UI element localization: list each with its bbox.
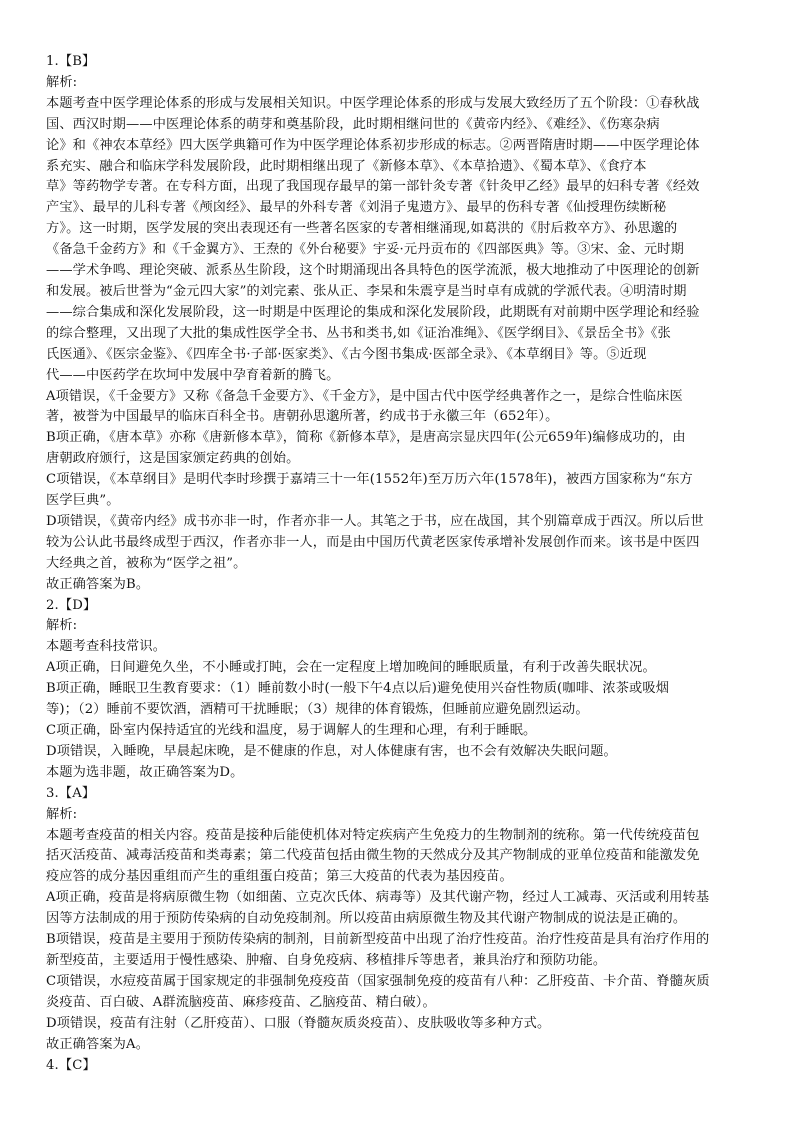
text-line: 唐朝政府颁行，这是国家颁定药典的创始。: [46, 451, 300, 467]
text-line: A项正确，日间避免久坐，不小睡或打盹，会在一定程度上增加晚间的睡眠质量，有利于改善失眠状况。: [46, 660, 656, 676]
text-line: 括灭活疫苗、减毒活疫苗和类毒素；第二代疫苗包括由微生物的天然成分及其产物制成的亚单位疫苗和能激发免: [46, 848, 700, 864]
text-line: 4.【C】: [46, 1057, 96, 1073]
text-line: 的综合整理，又出现了大批的集成性医学全书、丛书和类书,如《证治准绳》、《医学纲目》、《景岳全书》《张: [46, 325, 671, 341]
text-line: 大经典之首，被称为“医学之祖”。: [46, 555, 247, 571]
text-line: 故正确答案为B。: [46, 576, 150, 592]
text-line: A项错误，《千金要方》又称《备急千金要方》、《千金方》，是中国古代中医学经典著作之一，是综合性临床医: [46, 388, 683, 404]
text-line: 系充实、融合和临床学科发展阶段，此时期相继出现了《新修本草》、《本草拾遗》、《蜀本草》、《食疗本: [46, 158, 647, 174]
text-line: 解析:: [46, 618, 78, 634]
text-line: 故正确答案为A。: [46, 1036, 150, 1052]
text-line: 较为公认此书最终成型于西汉，作者亦非一人，而是由中国历代黄老医家传承增补发展创作而来。该书是中医四: [46, 534, 700, 550]
text-line: 等)；（2）睡前不要饮酒，酒精可干扰睡眠；（3）规律的体育锻炼，但睡前应避免剧烈运动。: [46, 702, 589, 718]
text-line: C项正确，卧室内保持适宜的光线和温度，易于调解人的生理和心理，有利于睡眠。: [46, 723, 537, 738]
text-line: 本题考查科技常识。: [46, 639, 167, 655]
text-line: 产宝》、最早的儿科专著《颅囟经》、最早的外科专著《刘涓子鬼遗方》、最早的伤科专著《仙授理伤续断秘: [46, 200, 667, 216]
text-line: 论》和《神农本草经》四大医学典籍可作为中医学理论体系初步形成的标志。②两晋隋唐时期——中医学理论体: [46, 137, 700, 153]
text-line: B项正确，睡眠卫生教育要求：（1）睡前数小时(一般下午4点以后)避免使用兴奋性物质(咖啡、浓茶或吸烟: [46, 681, 670, 697]
text-line: 新型疫苗，主要适用于慢性感染、肿瘤、自身免疫病、移植排斥等患者，兼具治疗和预防功能。: [46, 952, 607, 968]
text-line: 著，被誉为中国最早的临床百科全书。唐朝孙思邈所著，约成书于永徽三年（652年）。: [46, 409, 559, 425]
text-line: 本题考查疫苗的相关内容。疫苗是接种后能使机体对特定疾病产生免疫力的生物制剂的统称。第一代传统疫苗包: [46, 827, 700, 843]
text-line: 3.【A】: [46, 785, 96, 801]
text-line: 方》。这一时期，医学发展的突出表现还有一些著名医家的专著相继涌现,如葛洪的《肘后救卒方》、孙思邈的: [46, 221, 678, 237]
text-line: D项错误，疫苗有注射（乙肝疫苗）、口服（脊髓灰质炎疫苗）、皮肤吸收等多种方式。: [46, 1015, 551, 1031]
text-line: ——综合集成和深化发展阶段，这一时期是中医理论的集成和深化发展阶段，此期既有对前期中医学理论和经验: [46, 304, 700, 320]
text-line: 代——中医药学在坎坷中发展中孕育着新的腾飞。: [46, 367, 340, 383]
text-line: D项错误，入睡晚，早晨起床晚，是不健康的作息，对人体健康有害，也不会有效解决失眠问题。: [46, 743, 617, 759]
text-line: 《备急千金药方》和《千金翼方》、王焘的《外台秘要》宇妥·元丹贡布的《四部医典》等。③宋、金、元时期: [46, 242, 684, 258]
text-line: 和发展。被后世誉为“金元四大家”的刘完素、张从正、李杲和朱震亨是当时卓有成就的学派代表。④明清时期: [46, 283, 687, 299]
text-line: C项错误，《本草纲目》是明代李时珍撰于嘉靖三十一年(1552年)至万历六年(1578年)，被西方国家称为“东方: [46, 472, 693, 488]
text-line: D项错误，《黄帝内经》成书亦非一时，作者亦非一人。其笔之于书，应在战国，其个别篇章成于西汉。所以后世: [46, 513, 704, 529]
text-line: B项错误，疫苗是主要用于预防传染病的制剂，目前新型疫苗中出现了治疗性疫苗。治疗性疫苗是具有治疗作用的: [46, 932, 710, 948]
text-line: 医学巨典”。: [46, 493, 120, 509]
text-line: 草》等药物学专著。在专科方面，出现了我国现存最早的第一部针灸专著《针灸甲乙经》最早的妇科专著《经效: [46, 179, 700, 195]
text-line: 解析:: [46, 74, 78, 90]
text-line: 疫应答的成分基因重组而产生的重组蛋白疫苗；第三大疫苗的代表为基因疫苗。: [46, 869, 513, 885]
text-line: 本题考查中医学理论体系的形成与发展相关知识。中医学理论体系的形成与发展大致经历了五个阶段：①春秋战: [46, 95, 700, 111]
text-line: 因等方法制成的用于预防传染病的自动免疫制剂。所以疫苗由病原微生物及其代谢产物制成的说法是正确的。: [46, 911, 687, 927]
text-line: A项正确，疫苗是将病原微生物（如细菌、立克次氏体、病毒等）及其代谢产物，经过人工减毒、灭活或利用转基: [46, 890, 710, 906]
text-line: 国、西汉时期——中医理论体系的萌芽和奠基阶段，此时期相继问世的《黄帝内经》、《难经》、《伤寒杂病: [46, 116, 660, 132]
text-line: 解析:: [46, 806, 78, 822]
text-line: ——学术争鸣、理论突破、派系丛生阶段，这个时期涌现出各具特色的医学流派，极大地推动了中医理论的创新: [46, 263, 700, 279]
text-line: 氏医通》、《医宗金鉴》、《四库全书·子部·医家类》、《古今图书集成·医部全录》、《本草纲目》等。⑤近现: [46, 346, 647, 362]
text-line: 炎疫苗、百白破、A群流脑疫苗、麻疹疫苗、乙脑疫苗、精白破）。: [46, 994, 436, 1010]
text-line: 1.【B】: [46, 54, 96, 69]
text-line: B项正确，《唐本草》亦称《唐新修本草》，简称《新修本草》，是唐高宗显庆四年(公元659年)编修成功的，由: [46, 430, 686, 446]
text-line: 本题为选非题，故正确答案为D。: [46, 764, 244, 780]
text-line: C项错误，水痘疫苗属于国家规定的非强制免疫疫苗（国家强制免疫的疫苗有八种：乙肝疫苗、卡介苗、脊髓灰质: [46, 973, 710, 989]
text-line: 2.【D】: [46, 597, 97, 613]
